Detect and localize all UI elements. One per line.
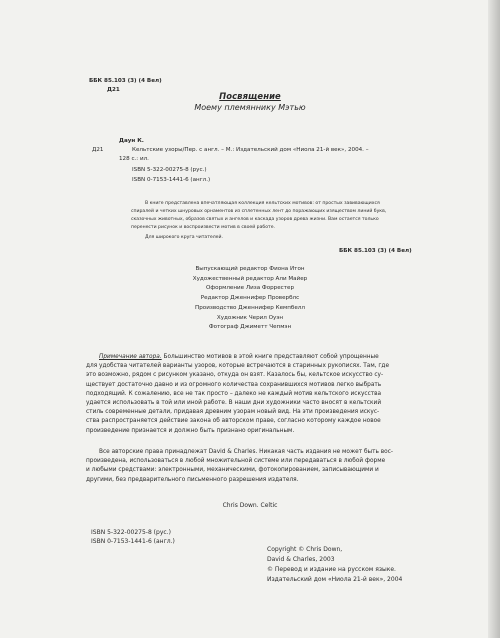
catalog-code: Д21 bbox=[92, 147, 104, 153]
note-label: Примечание автора. bbox=[99, 354, 162, 360]
credit-line: Художественный редактор Али Майер bbox=[192, 275, 308, 282]
bbk-code: ББК 85.103 (3) (4 Вел) bbox=[89, 78, 162, 84]
credits-list bbox=[0, 265, 500, 333]
copyright-line: © Перевод и издание на русском языке. bbox=[267, 566, 396, 573]
credit-line: Выпускающий редактор Фиона Итон bbox=[195, 266, 305, 272]
catalog-author: Даун К. bbox=[119, 138, 144, 144]
author-note bbox=[86, 353, 420, 436]
annotation-line: перенести рисунок и воспроизвести мотив в своей работе. bbox=[131, 225, 275, 230]
copyright-line: Copyright © Chris Down, bbox=[267, 546, 343, 553]
copyright-line: Издательский дом «Ниола 21-й век», 2004 bbox=[267, 576, 403, 583]
rights-line: другими, без предварительного письменного разрешения издателя. bbox=[86, 476, 299, 483]
udk-code: Д21 bbox=[107, 87, 120, 93]
dedication-title: Посвящение bbox=[219, 91, 281, 101]
catalog-line: ISBN 5-322-00275-8 (рус.) bbox=[132, 167, 207, 173]
rights-notice bbox=[86, 448, 420, 485]
catalog-line: 128 с.: ил. bbox=[119, 156, 149, 162]
annotation-line: сказочных животных, образов святых и ангелов и каскада узоров древа жизни. Вам остается только bbox=[131, 217, 379, 222]
note-line: произведение признается и должно быть признано оригинальным. bbox=[86, 427, 295, 434]
footer-isbn: ISBN 0-7153-1441-6 (англ.) bbox=[91, 538, 175, 545]
note-line: ства распространяется действие закона об авторском праве, согласно которому каждое новое bbox=[86, 418, 381, 425]
rights-line: и любыми средствами: электронными, механическими, фотокопированием, записывающими и bbox=[86, 467, 379, 474]
annotation-line: В книге представлена впечатляющая коллекция кельтских мотивов: от простых завивающихся bbox=[145, 201, 380, 206]
credit-line: Художник Черил Оуэн bbox=[216, 314, 284, 321]
copyright-line: David & Charles, 2003 bbox=[267, 556, 335, 563]
original-title: Chris Down. Celtic bbox=[222, 502, 278, 509]
credit-line: Производство Дженнифер Кемпбелл bbox=[195, 304, 305, 311]
note-line: удается использовать в той или иной работе. В наши дни художники часто вносят в кельтский bbox=[86, 400, 382, 407]
rights-line: Все авторские права принадлежат David & Charles. Никакая часть издания не может быть вос- bbox=[99, 449, 393, 455]
page-fold-shadow bbox=[488, 0, 500, 638]
audience-note: Для широкого круга читателей. bbox=[145, 235, 223, 240]
credit-line: Фотограф Джиметт Чепмэн bbox=[208, 324, 292, 331]
credit-line: Оформление Лиза Форрестер bbox=[205, 285, 295, 292]
bbk-code-right: ББК 85.103 (3) (4 Вел) bbox=[339, 248, 412, 254]
note-line: подходящий. К сожалению, все не так просто – далеко не каждый мотив кельтского искусства bbox=[86, 390, 382, 397]
note-line: для удобства читателей варианты узоров, которые встречаются в старинных рукописях. Там, где bbox=[86, 363, 390, 370]
dedication-text: Моему племяннику Мэтью bbox=[194, 103, 306, 112]
catalog-line: ISBN 0-7153-1441-6 (англ.) bbox=[132, 177, 211, 183]
footer-isbn: ISBN 5-322-00275-8 (рус.) bbox=[91, 529, 171, 536]
note-line: стиль современные детали, придавая древним узорам новый вид. На эти произведения искус- bbox=[86, 409, 380, 416]
credit-line: Редактор Дженнифер Проверблс bbox=[200, 295, 300, 302]
catalog-line: Кельтские узоры/Пер. с англ. – М.: Издательский дом «Ниола 21-й век», 2004. – bbox=[132, 147, 369, 153]
note-line: это возможно, рядом с рисунком указано, откуда он взят. Казалось бы, кельтское искусство су- bbox=[86, 372, 384, 379]
note-first-line: Большинство мотивов в этой книге представляют собой упрощенные bbox=[161, 354, 379, 360]
rights-line: произведена, использоваться в любой множительной системе или передаваться в любой форме bbox=[86, 458, 386, 465]
note-line: ществует достаточно давно и из огромного количества сохранившихся мотивов легко выбрать bbox=[86, 381, 382, 388]
annotation-line: спиралей и четких шнуровых орнаментов из сплетенных лент до поражающих изяществом линий букв, bbox=[131, 209, 387, 214]
